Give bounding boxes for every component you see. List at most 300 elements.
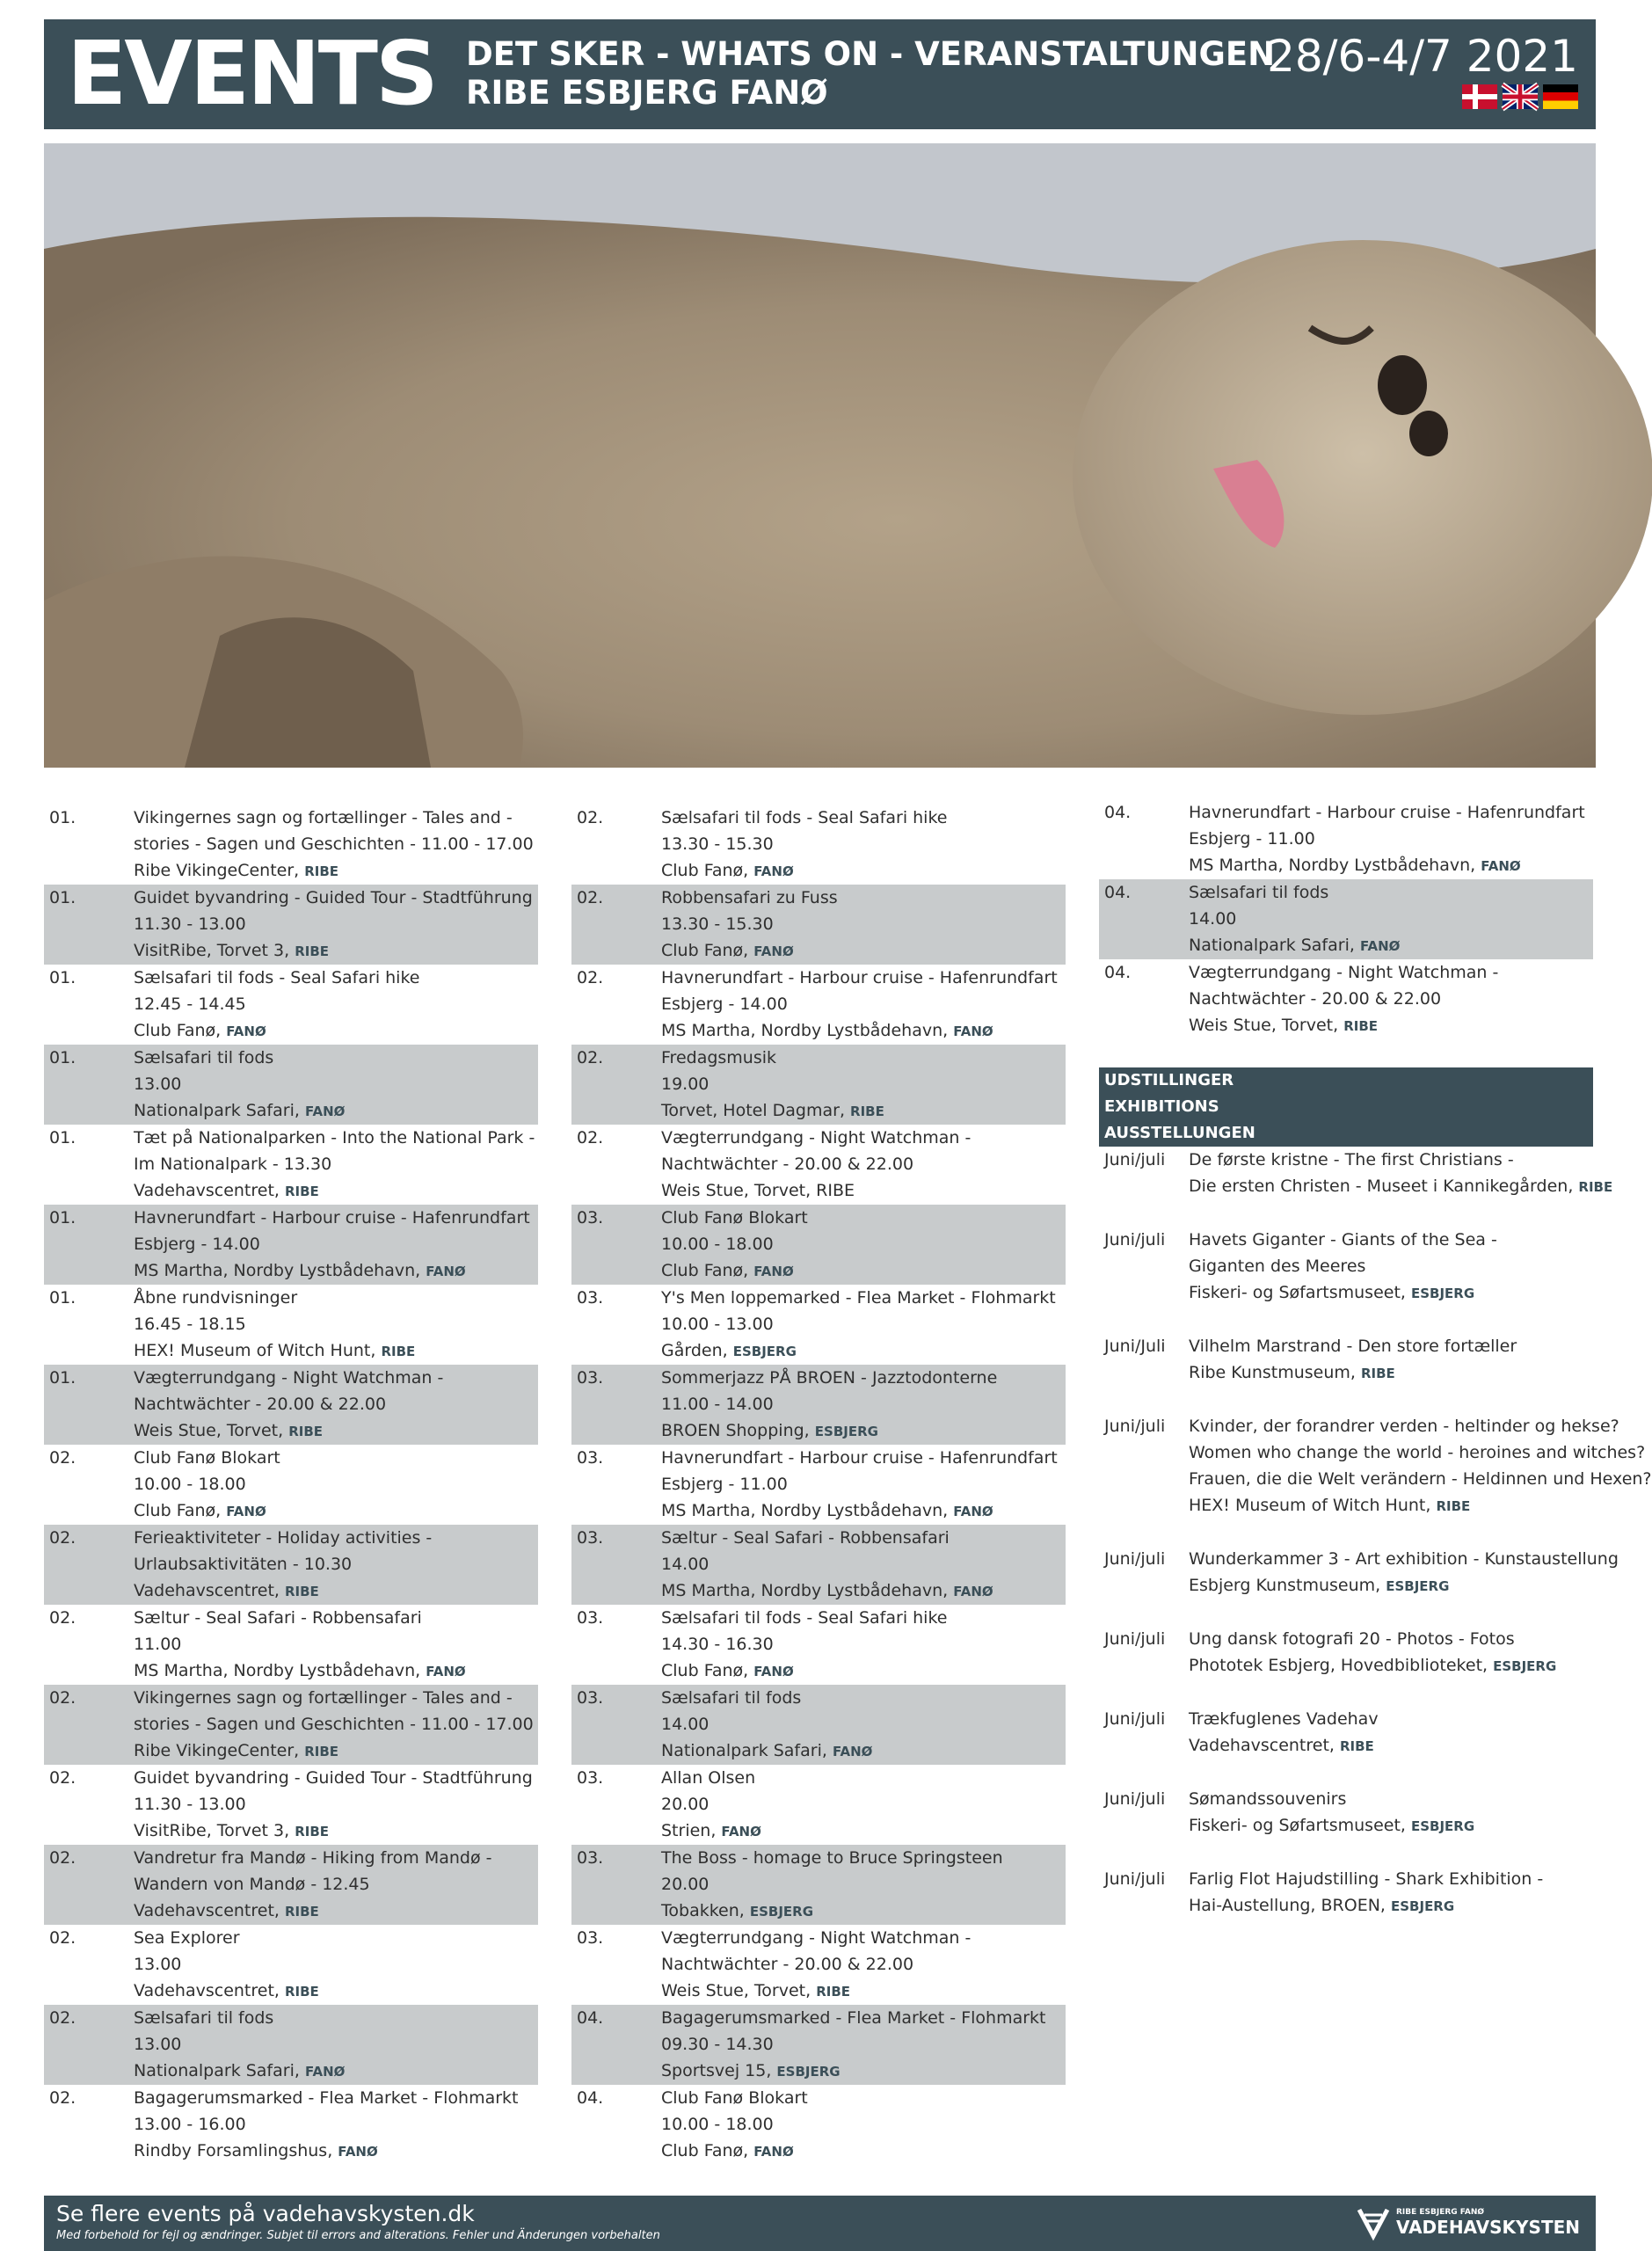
event-details	[134, 1205, 533, 1285]
exhibition-period: Juni/juli	[1104, 1230, 1166, 1249]
event-venue: Strien,	[661, 1821, 722, 1840]
event-details	[661, 1445, 1060, 1525]
event-day: 01.	[49, 1128, 76, 1147]
event-town: FANØ	[1359, 938, 1401, 954]
exhibition-venue: Esbjerg Kunstmuseum,	[1189, 1576, 1386, 1595]
footer-disclaimer: Med forbehold for fejl og ændringer. Subjet til errors and alterations. Fehler und Änderungen vorbehalten	[56, 2229, 660, 2242]
event-venue-line	[134, 1657, 533, 1685]
event-day: 03.	[577, 1528, 604, 1548]
exhibition-venue-line	[1189, 1492, 1652, 1519]
event-venue-line	[661, 1577, 1060, 1605]
event-line: Esbjerg - 11.00	[1189, 829, 1315, 849]
event-venue: MS Martha, Nordby Lystbådehavn,	[1189, 856, 1481, 875]
event-day: 02.	[577, 888, 604, 907]
event-venue: Club Fanø,	[661, 2141, 754, 2160]
exhibition-spacer	[1099, 1839, 1593, 1866]
event-day: 03.	[577, 1848, 604, 1868]
exhibition-spacer	[1099, 1200, 1593, 1227]
event-venue-line	[134, 2138, 533, 2165]
event-line: Im Nationalpark - 13.30	[134, 1155, 332, 1174]
event-town: RIBE	[284, 1984, 319, 2000]
event-line: 20.00	[661, 1795, 710, 1814]
event-day: 03.	[577, 1608, 604, 1628]
event-line: 11.30 - 13.00	[134, 1795, 246, 1814]
event-town: ESBJERG	[776, 2064, 841, 2080]
exhibition-venue: Vadehavscentret,	[1189, 1736, 1340, 1755]
event-day: 01.	[49, 1048, 76, 1067]
event-line: Club Fanø Blokart	[661, 2088, 808, 2108]
event-line: 13.00	[134, 2035, 182, 2054]
event-town: FANØ	[953, 1024, 993, 1039]
event-day: 01.	[49, 968, 76, 987]
event-day: 02.	[577, 1128, 604, 1147]
event-town: FANØ	[426, 1664, 466, 1679]
event-row	[44, 965, 538, 1045]
event-line: 13.00	[134, 1075, 182, 1094]
event-details	[661, 1685, 1060, 1765]
exhibitions-heading	[1099, 1067, 1593, 1147]
event-town: RIBE	[295, 1824, 330, 1839]
event-row	[44, 1925, 538, 2005]
exhibition-details	[1189, 1546, 1619, 1599]
event-day: 02.	[49, 2088, 76, 2108]
event-day: 02.	[49, 1528, 76, 1548]
event-venue: VisitRibe, Torvet 3,	[134, 941, 295, 960]
exhibition-venue-line	[1189, 1279, 1588, 1307]
event-day: 03.	[577, 1368, 604, 1388]
event-line: Sæltur - Seal Safari - Robbensafari	[134, 1608, 422, 1628]
event-venue-line	[661, 1257, 1060, 1285]
event-line: Sælsafari til fods	[1189, 883, 1329, 902]
event-town: RIBE	[284, 1584, 319, 1599]
event-line: Nachtwächter - 20.00 & 22.00	[661, 1155, 914, 1174]
exhibition-period: Juni/juli	[1104, 1417, 1166, 1436]
exhibition-details	[1189, 1227, 1588, 1307]
exhibition-details	[1189, 1333, 1588, 1387]
event-line: Y's Men loppemarked - Flea Market - Flohmarkt	[661, 1288, 1056, 1308]
event-line: Havnerundfart - Harbour cruise - Hafenrundfart	[661, 1448, 1058, 1468]
event-row	[1099, 799, 1593, 879]
event-venue: Club Fanø,	[661, 941, 754, 960]
exhibition-line: Frauen, die die Welt verändern - Heldinnen und Hexen?	[1189, 1469, 1652, 1489]
event-details	[661, 885, 1060, 965]
exhibition-town: ESBJERG	[1493, 1658, 1557, 1674]
event-details	[134, 1125, 535, 1205]
event-venue-line	[134, 1818, 533, 1845]
event-details	[134, 1445, 533, 1525]
event-details	[134, 1925, 533, 2005]
event-line: Urlaubsaktivitäten - 10.30	[134, 1555, 353, 1574]
exhibitions-heading-de: AUSSTELLUNGEN	[1104, 1124, 1255, 1142]
event-day: 02.	[577, 808, 604, 827]
event-line: 13.00	[134, 1955, 182, 1974]
event-line: Bagagerumsmarked - Flea Market - Flohmarkt	[134, 2088, 519, 2108]
exhibition-line: Sømandssouvenirs	[1189, 1789, 1347, 1809]
exhibition-venue: Die ersten Christen - Museet i Kannikegården,	[1189, 1176, 1579, 1196]
event-row	[571, 1685, 1066, 1765]
exhibition-row	[1099, 1786, 1593, 1839]
event-venue-line	[134, 2058, 533, 2085]
event-line: Tæt på Nationalparken - Into the National Park -	[134, 1128, 535, 1147]
exhibition-town: RIBE	[1578, 1179, 1613, 1195]
event-row	[571, 2085, 1066, 2165]
exhibition-row	[1099, 1333, 1593, 1387]
event-venue: Tobakken,	[661, 1901, 750, 1920]
event-day: 03.	[577, 1448, 604, 1468]
event-line: Sælsafari til fods - Seal Safari hike	[661, 1608, 948, 1628]
event-line: Wandern von Mandø - 12.45	[134, 1875, 370, 1894]
event-line: Nachtwächter - 20.00 & 22.00	[134, 1395, 387, 1414]
event-details	[134, 1845, 533, 1925]
event-town: RIBE	[284, 1904, 319, 1920]
event-town: RIBE	[304, 1744, 339, 1759]
event-details	[134, 1685, 534, 1765]
exhibitions-list	[1099, 1147, 1652, 1920]
event-line: 11.00	[134, 1635, 182, 1654]
event-venue-line	[134, 1978, 533, 2005]
header-subtitle-languages: DET SKER - WHATS ON - VERANSTALTUNGEN	[466, 35, 1276, 73]
event-line: Bagagerumsmarked - Flea Market - Flohmarkt	[661, 2008, 1046, 2028]
event-day: 04.	[1104, 803, 1132, 822]
event-row	[1099, 959, 1593, 1039]
event-row	[571, 1205, 1066, 1285]
event-day: 02.	[49, 1848, 76, 1868]
exhibition-line: Farlig Flot Hajudstilling - Shark Exhibition -	[1189, 1869, 1544, 1889]
event-row	[44, 2005, 538, 2085]
event-line: Sea Explorer	[134, 1928, 240, 1948]
event-line: 13.30 - 15.30	[661, 834, 774, 854]
event-row	[44, 1125, 538, 1205]
event-venue-line	[661, 2138, 1060, 2165]
exhibition-venue-line	[1189, 1652, 1588, 1679]
event-line: Esbjerg - 14.00	[661, 994, 788, 1014]
event-row	[44, 1765, 538, 1845]
exhibition-period: Juni/juli	[1104, 1549, 1166, 1569]
event-row	[44, 1205, 538, 1285]
exhibition-line: Wunderkammer 3 - Art exhibition - Kunstaustellung	[1189, 1549, 1619, 1569]
exhibition-period: Juni/juli	[1104, 1789, 1166, 1809]
exhibition-line: Kvinder, der forandrer verden - heltinder og hekse?	[1189, 1417, 1619, 1436]
exhibition-line: Giganten des Meeres	[1189, 1257, 1366, 1276]
exhibition-line: Trækfuglenes Vadehav	[1189, 1709, 1379, 1729]
exhibition-row	[1099, 1706, 1593, 1759]
event-line: 13.30 - 15.30	[661, 914, 774, 934]
event-line: Sælsafari til fods	[661, 1688, 802, 1708]
exhibition-spacer	[1099, 1519, 1593, 1546]
event-town: ESBJERG	[814, 1424, 878, 1439]
event-town: ESBJERG	[749, 1904, 814, 1920]
event-day: 03.	[577, 1768, 604, 1788]
event-row	[44, 1605, 538, 1685]
event-venue: Vadehavscentret,	[134, 1181, 285, 1200]
event-venue-line	[661, 1337, 1060, 1365]
event-town: RIBE	[284, 1184, 319, 1199]
event-row	[571, 1365, 1066, 1445]
event-line: 19.00	[661, 1075, 710, 1094]
event-line: Esbjerg - 11.00	[661, 1475, 788, 1494]
event-venue-line	[134, 1417, 533, 1445]
event-venue-line	[661, 1097, 1060, 1125]
exhibition-line: Havets Giganter - Giants of the Sea -	[1189, 1230, 1497, 1249]
event-row	[571, 1525, 1066, 1605]
event-row	[571, 885, 1066, 965]
event-venue-line	[661, 1657, 1060, 1685]
exhibition-venue: Ribe Kunstmuseum,	[1189, 1363, 1361, 1382]
event-line: The Boss - homage to Bruce Springsteen	[661, 1848, 1003, 1868]
event-line: 16.45 - 18.15	[134, 1315, 246, 1334]
event-venue-line	[134, 937, 533, 965]
event-venue-line	[661, 1017, 1060, 1045]
event-details	[134, 1365, 533, 1445]
event-line: Vægterrundgang - Night Watchman -	[1189, 963, 1499, 982]
event-details	[661, 1285, 1060, 1365]
seal-photo	[44, 143, 1596, 768]
event-line: Sælsafari til fods - Seal Safari hike	[134, 968, 420, 987]
exhibition-venue-line	[1189, 1572, 1619, 1599]
event-details	[661, 805, 1060, 885]
exhibition-venue: Hai-Austellung, BROEN,	[1189, 1896, 1391, 1915]
page-title: EVENTS	[67, 22, 436, 125]
event-day: 01.	[49, 1208, 76, 1227]
event-town: FANØ	[1481, 858, 1521, 874]
exhibition-period: Juni/juli	[1104, 1150, 1166, 1169]
event-line: Vægterrundgang - Night Watchman -	[134, 1368, 444, 1388]
event-venue-line	[134, 1097, 533, 1125]
footer-more-events-link[interactable]: Se flere events på vadehavskysten.dk	[56, 2201, 475, 2226]
exhibition-spacer	[1099, 1759, 1593, 1786]
event-line: Havnerundfart - Harbour cruise - Hafenrundfart	[1189, 803, 1585, 822]
event-day: 02.	[49, 1608, 76, 1628]
event-day: 01.	[49, 888, 76, 907]
event-town: FANØ	[953, 1504, 993, 1519]
event-venue-line	[661, 1898, 1060, 1925]
event-line: 10.00 - 18.00	[134, 1475, 246, 1494]
event-row	[571, 1125, 1066, 1205]
event-row	[571, 1045, 1066, 1125]
event-details	[134, 1045, 533, 1125]
event-row	[44, 1045, 538, 1125]
event-day: 03.	[577, 1688, 604, 1708]
event-venue: Vadehavscentret,	[134, 1981, 285, 2000]
event-day: 03.	[577, 1928, 604, 1948]
event-details	[1189, 879, 1588, 959]
exhibitions-heading-da: UDSTILLINGER	[1104, 1071, 1234, 1089]
event-venue: Gården,	[661, 1341, 733, 1360]
exhibition-details	[1189, 1147, 1612, 1200]
exhibition-town: ESBJERG	[1410, 1286, 1475, 1301]
exhibition-town: ESBJERG	[1391, 1898, 1455, 1914]
event-row	[571, 805, 1066, 885]
logo-towns: RIBE ESBJERG FANØ	[1395, 2207, 1485, 2217]
exhibition-line: Vilhelm Marstrand - Den store fortæller	[1189, 1337, 1517, 1356]
event-line: Fredagsmusik	[661, 1048, 777, 1067]
events-column-2	[571, 805, 1066, 2165]
event-line: Vikingernes sagn og fortællinger - Tales and -	[134, 1688, 513, 1708]
exhibition-line: Ung dansk fotografi 20 - Photos - Fotos	[1189, 1629, 1515, 1649]
event-venue: Club Fanø,	[661, 1661, 754, 1680]
event-line: Vikingernes sagn og fortællinger - Tales and -	[134, 808, 513, 827]
event-venue: MS Martha, Nordby Lystbådehavn,	[661, 1501, 954, 1520]
event-details	[134, 965, 533, 1045]
exhibition-town: ESBJERG	[1386, 1578, 1450, 1594]
event-venue-line	[661, 2058, 1060, 2085]
exhibition-venue: Fiskeri- og Søfartsmuseet,	[1189, 1816, 1411, 1835]
brand-logo	[1356, 2204, 1580, 2240]
events-column-3	[1099, 799, 1652, 1920]
event-day: 03.	[577, 1208, 604, 1227]
exhibition-row	[1099, 1626, 1593, 1679]
event-town: RIBE	[381, 1344, 416, 1359]
event-town: FANØ	[753, 2144, 794, 2160]
exhibition-period: Juni/juli	[1104, 1869, 1166, 1889]
event-row	[571, 1925, 1066, 2005]
event-row	[44, 1445, 538, 1525]
event-row	[571, 965, 1066, 1045]
event-venue: VisitRibe, Torvet 3,	[134, 1821, 295, 1840]
event-row	[571, 1445, 1066, 1525]
event-town: RIBE	[1343, 1018, 1378, 1034]
event-line: 10.00 - 18.00	[661, 1235, 774, 1254]
event-line: Vægterrundgang - Night Watchman -	[661, 1128, 972, 1147]
event-details	[661, 2005, 1060, 2085]
exhibition-details	[1189, 1626, 1588, 1679]
exhibition-venue-line	[1189, 1732, 1588, 1759]
exhibition-line: De første kristne - The first Christians -	[1189, 1150, 1514, 1169]
event-line: 14.00	[661, 1715, 710, 1734]
event-row	[44, 805, 538, 885]
event-details	[661, 1125, 1060, 1205]
exhibition-details	[1189, 1786, 1588, 1839]
event-venue: Torvet, Hotel Dagmar,	[661, 1101, 851, 1120]
event-day: 02.	[49, 1928, 76, 1948]
event-venue-line	[661, 1818, 1060, 1845]
event-venue-line	[134, 1177, 535, 1205]
event-details	[661, 2085, 1060, 2165]
event-day: 04.	[577, 2088, 604, 2108]
event-venue-line	[1189, 852, 1588, 879]
exhibition-town: RIBE	[1339, 1738, 1374, 1754]
event-line: 11.00 - 14.00	[661, 1395, 774, 1414]
event-town: RIBE	[304, 863, 339, 879]
event-line: Sommerjazz PÅ BROEN - Jazztodonterne	[661, 1368, 998, 1388]
event-day: 01.	[49, 808, 76, 827]
event-details	[661, 1205, 1060, 1285]
exhibition-venue-line	[1189, 1892, 1588, 1920]
exhibition-venue-line	[1189, 1812, 1588, 1839]
event-venue: MS Martha, Nordby Lystbådehavn,	[134, 1261, 426, 1280]
event-venue-line	[134, 1577, 533, 1605]
event-row	[44, 1845, 538, 1925]
event-venue-line	[661, 857, 1060, 885]
logo-name: VADEHAVSKYSTEN	[1395, 2216, 1580, 2238]
event-row	[44, 1365, 538, 1445]
event-venue-line	[134, 1017, 533, 1045]
event-row	[571, 2005, 1066, 2085]
event-venue-line	[134, 857, 534, 885]
event-town: RIBE	[288, 1424, 323, 1439]
flag-uk-icon	[1503, 84, 1538, 109]
event-line: 09.30 - 14.30	[661, 2035, 774, 2054]
event-town: RIBE	[816, 1984, 850, 2000]
flag-denmark-icon	[1462, 84, 1497, 109]
event-town: ESBJERG	[732, 1344, 797, 1359]
event-line: Sælsafari til fods	[134, 2008, 274, 2028]
exhibition-venue: HEX! Museum of Witch Hunt,	[1189, 1496, 1437, 1515]
event-day: 04.	[1104, 963, 1132, 982]
event-venue: Vadehavscentret,	[134, 1901, 285, 1920]
event-row	[44, 885, 538, 965]
event-line: Allan Olsen	[661, 1768, 756, 1788]
exhibition-row	[1099, 1147, 1613, 1200]
event-details	[661, 1765, 1060, 1845]
exhibitions-heading-en: EXHIBITIONS	[1104, 1097, 1219, 1116]
event-row	[44, 1285, 538, 1365]
exhibition-details	[1189, 1866, 1588, 1920]
event-venue-line	[661, 1417, 1060, 1445]
event-line: Åbne rundvisninger	[134, 1288, 298, 1308]
event-day: 02.	[49, 1448, 76, 1468]
event-venue: HEX! Museum of Witch Hunt,	[134, 1341, 382, 1360]
event-day: 02.	[577, 1048, 604, 1067]
event-venue: Nationalpark Safari,	[134, 2061, 305, 2080]
event-line: Vægterrundgang - Night Watchman -	[661, 1928, 972, 1948]
event-venue: Nationalpark Safari,	[134, 1101, 305, 1120]
event-town: FANØ	[226, 1024, 266, 1039]
event-row	[571, 1605, 1066, 1685]
events-list	[1099, 799, 1593, 1039]
event-line: 10.00 - 13.00	[661, 1315, 774, 1334]
exhibition-town: RIBE	[1360, 1366, 1395, 1381]
exhibition-venue: Fiskeri- og Søfartsmuseet,	[1189, 1283, 1411, 1302]
event-line: Guidet byvandring - Guided Tour - Stadtführung	[134, 1768, 533, 1788]
event-venue: Club Fanø,	[661, 1261, 754, 1280]
event-venue: Weis Stue, Torvet,	[1189, 1016, 1344, 1035]
event-row	[44, 1685, 538, 1765]
event-details	[134, 1765, 533, 1845]
event-details	[134, 2005, 533, 2085]
event-town: FANØ	[753, 863, 794, 879]
event-town: FANØ	[426, 1264, 466, 1279]
event-day: 02.	[49, 2008, 76, 2028]
exhibition-details	[1189, 1413, 1652, 1519]
event-details	[661, 1845, 1060, 1925]
event-venue-line	[134, 1497, 533, 1525]
date-range: 28/6-4/7 2021	[1267, 31, 1578, 82]
event-line: Robbensafari zu Fuss	[661, 888, 838, 907]
event-line: 10.00 - 18.00	[661, 2115, 774, 2134]
event-row	[1099, 879, 1593, 959]
exhibition-venue: Phototek Esbjerg, Hovedbiblioteket,	[1189, 1656, 1494, 1675]
exhibition-period: Juni/juli	[1104, 1629, 1166, 1649]
event-line: 14.00	[1189, 909, 1237, 929]
event-details	[661, 1045, 1060, 1125]
event-details	[1189, 959, 1588, 1039]
event-line: Guidet byvandring - Guided Tour - Stadtführung	[134, 888, 533, 907]
event-line: Nachtwächter - 20.00 & 22.00	[661, 1955, 914, 1974]
event-venue: Vadehavscentret,	[134, 1581, 285, 1600]
exhibition-venue-line	[1189, 1173, 1612, 1200]
event-details	[1189, 799, 1588, 879]
event-venue-line	[134, 1737, 534, 1765]
exhibition-spacer	[1099, 1307, 1593, 1333]
exhibition-venue-line	[1189, 1359, 1588, 1387]
event-line: 12.45 - 14.45	[134, 994, 246, 1014]
exhibition-row	[1099, 1413, 1652, 1519]
event-venue: Rindby Forsamlingshus,	[134, 2141, 338, 2160]
event-town: FANØ	[753, 1264, 794, 1279]
language-flags	[1462, 84, 1578, 109]
exhibition-line: Women who change the world - heroines and witches?	[1189, 1443, 1646, 1462]
